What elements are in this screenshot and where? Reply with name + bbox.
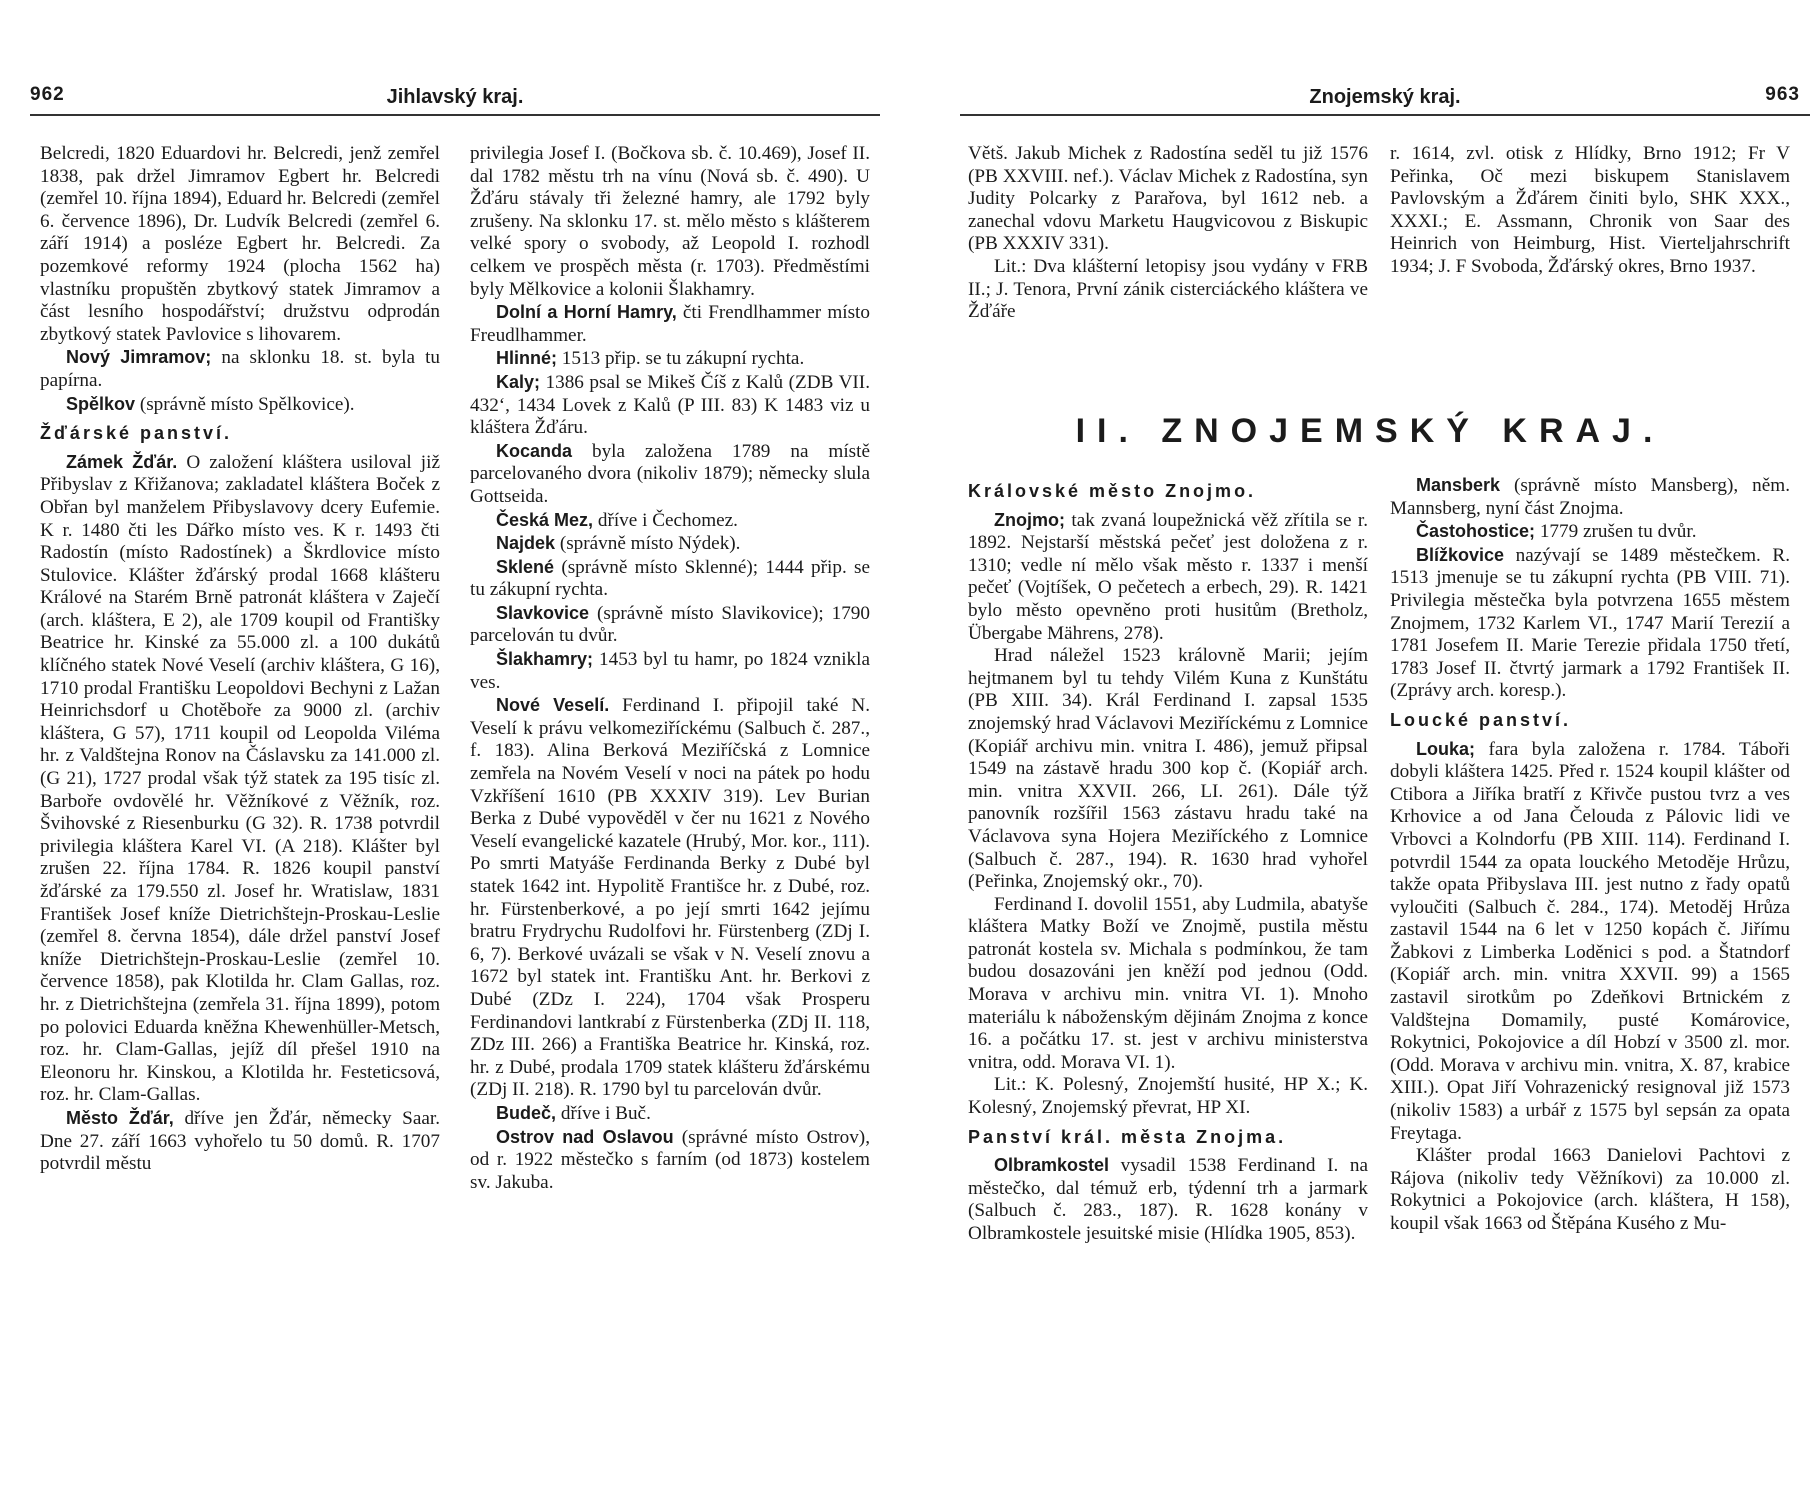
paragraph: [470, 694, 870, 1102]
paragraph: [968, 143, 1368, 256]
entry-text: 1453 byl tu hamr, po 1824 vznikla ves.: [470, 649, 870, 693]
paragraph: [1390, 143, 1790, 279]
paragraph: [40, 451, 440, 1107]
right-running-head: Znojemský kraj.: [1309, 86, 1461, 108]
entry-text: r. 1614, zvl. otisk z Hlídky, Brno 1912; Fr V Peřinka, Oč mezi biskupem Stanislavem Pavlovským a Žďárem činiti bylo, SHK XXX., XXXI.; E. Assmann, Chronik von Saar des Heinrich von Heimburg, Hist. Vierteljahrschrift 1934; J. F Svoboda, Žďárský okres, Brno 1937.: [1390, 143, 1790, 277]
paragraph: [1390, 474, 1790, 520]
right-top-column-2: [1390, 143, 1790, 279]
paragraph: [1390, 544, 1790, 703]
section-heading: Loucké panství.: [1390, 709, 1572, 730]
entry-text: dříve jen Žďár, německy Saar. Dne 27. září 1663 vyhořelo tu 50 domů. R. 1707 potvrdil městu: [40, 1107, 440, 1175]
right-column-2: [1390, 474, 1790, 1236]
entry-keyword: Olbramkostel: [994, 1155, 1110, 1176]
paragraph: [470, 440, 870, 509]
entry-keyword: Kaly;: [496, 371, 541, 392]
paragraph: [40, 393, 440, 417]
entry-keyword: Hlinné;: [496, 348, 557, 369]
paragraph: [470, 602, 870, 648]
paragraph: [968, 1074, 1368, 1119]
entry-text: fara byla založena r. 1784. Táboři dobyli kláštera 1425. Před r. 1524 koupil klášter od Ctibora a Jiříka bratří z Křivče pustou tvrz a ves Krhovice a od Jana Čelouda z Pálovic lidi ve Vrbovci a Kolndorfu (PB XIII. 114). Ferdinand I. potvrdil 1544 za opata louckého Metoděje Hrůzu, takže opata Přibyslava III. jest nutno z řady opatů vyloučiti (Salbuch č. 284., 174). Metoděj Hrůza zastavil 1544 na 6 let v 1250 kopách č. Jiřímu Žabkovi z Limberka Loděnici s pod. a Štatndorf (Kopiář arch. min. vnitra XXVII. 99) a 1565 zastavil sirotkům po Zdeňkovi Brtnickém z Valdštejna Domamily, pusté Komárovice, Rokytnici, Pokojovice a díl Hobzí v 3500 zl. mor. (Odd. Morava v archivu min. vnitra, X. 87, krabice XIII.). Opat Jiří Vohrazenický resignoval již 1573 (nikoliv 1583) a urbář z 1575 byl sepsán za opata Freytaga.: [1390, 738, 1790, 1144]
entry-text: vysadil 1538 Ferdinand I. na městečko, dal témuž erb, týdenní trh a jarmark (Salbuch č. 283., 187). R. 1628 konány v Olbramkostele jesuitské misie (Hlídka 1905, 853).: [968, 1155, 1368, 1244]
entry-text: tak zvaná loupežnická věž zřítila se r. 1892. Nejstarší městská pečeť jest doložena z r. 1310; vedle ní mělo však město r. 1337 i menší pečeť (Vojtíšek, O pečetech a erbech, 29). R. 1421 bylo město opevněno proti husitům (Bretholz, Übergabe Mährens, 278).: [968, 509, 1368, 644]
entry-keyword: Sklené: [496, 556, 555, 577]
entry-text: dříve i Čechomez.: [593, 509, 738, 531]
entry-keyword: Najdek: [496, 533, 556, 554]
entry-keyword: Nové Veselí.: [496, 695, 610, 716]
right-page: [930, 0, 1810, 1500]
entry-keyword: Dolní a Horní Hamry,: [496, 302, 677, 323]
left-page: [0, 0, 880, 1500]
entry-text: (správně místo Mansberg), něm. Mannsberg, nyní část Znojma.: [1390, 475, 1790, 519]
paragraph: [40, 346, 440, 392]
paragraph: [968, 645, 1368, 894]
entry-text: privilegia Josef I. (Bočkova sb. č. 10.469), Josef II. dal 1782 městu trh na vínu (Nová sb. č. 490). U Žďáru stávaly tři železné hamry, ale 1792 byly zrušeny. Na sklonku 17. st. mělo město s klášterem velké spory o svobody, až Leopold I. rozhodl celkem ve prospěch města (r. 1703). Předměstími byly Mělkovice a kolonii Šlakhamry.: [470, 143, 870, 300]
entry-text: (správně místo Nýdek).: [555, 533, 741, 555]
paragraph: [470, 509, 870, 533]
paragraph: [470, 532, 870, 556]
paragraph: [470, 1102, 870, 1126]
entry-text: byla založena 1789 na místě parcelovaného dvora (nikoliv 1879); německy slula Gottseida.: [470, 440, 870, 507]
left-page-number: 962: [30, 84, 65, 105]
entry-text: Ferdinand I. připojil také N. Veselí k právu velkomeziříckému (Salbuch č. 287., f. 183). Alina Berková Meziříčská z Lomnice zemřela na Novém Veselí v noci na pátek po hodu Vzkříšení 1610 (PB XXXIV 319). Lev Burian Berka z Dubé vypověděl v čer nu 1621 z Nového Veselí evangelické kazatele (Hrubý, Mor. kor., 111). Po smrti Matyáše Ferdinanda Berky z Dubé byl statek 1642 int. Hypolitě Františce hr. z Dubé, roz. hr. Fürstenberkové, a po její smrti 1642 jejímu bratru Frydrychu Rudolfovi hr. Fürstenberg (ZDj I. 6, 7). Berkové uvázali se však v N. Veselí znovu a 1672 byl statek int. Františku Ant. hr. Berkovi z Dubé (ZDz I. 224), 1704 však Prosperu Ferdinandovi lantkrabí z Fürstenberka (ZDj II. 118, ZDz III. 266) a Františka Beatrice hr. Kinská, roz. hr. z Dubé, prodala 1709 statek klášteru žďárskému (ZDj II. 218). R. 1790 byl tu parcelován dvůr.: [470, 695, 870, 1101]
entry-keyword: Louka;: [1416, 738, 1476, 759]
entry-keyword: Šlakhamry;: [496, 649, 594, 670]
entry-text: (správně místo Spělkovice).: [135, 393, 355, 415]
entry-text: dříve i Buč.: [556, 1102, 651, 1124]
entry-text: Ferdinand I. dovolil 1551, aby Ludmila, abatyše kláštera Matky Boží ve Znojmě, pustila městu patronát kostela sv. Michala s podmínkou, že tam budou dosazováni jen kněží pod jednou (Odd. Morava v archivu min. vnitra VI. 1). Mnoho materiálu k náboženským dějinám Znojma z konce 16. a počátku 17. st. jest v archivu ministerstva vnitra, odd. Morava VI. 1).: [968, 893, 1368, 1073]
entry-text: čti Frendlhammer místo Freudlhammer.: [470, 302, 870, 346]
paragraph: [968, 894, 1368, 1075]
paragraph: [1390, 520, 1790, 544]
entry-text: 1779 zrušen tu dvůr.: [1535, 521, 1697, 543]
entry-keyword: Znojmo;: [994, 509, 1065, 530]
paragraph: [40, 143, 440, 346]
entry-text: na sklonku 18. st. byla tu papírna.: [40, 347, 440, 391]
entry-keyword: Spělkov: [66, 393, 136, 414]
section-heading: Žďárské panství.: [40, 423, 232, 444]
right-running-header: [960, 80, 1810, 116]
entry-keyword: Blížkovice: [1416, 544, 1505, 565]
entry-keyword: Budeč,: [496, 1102, 557, 1123]
entry-keyword: Častohostice;: [1416, 521, 1536, 542]
paragraph: [1390, 1145, 1790, 1235]
left-column-2: [470, 143, 870, 1194]
left-running-head: Jihlavský kraj.: [386, 86, 524, 108]
right-top-column-1: [968, 143, 1368, 324]
left-column-1: [40, 143, 440, 1176]
paragraph: [968, 256, 1368, 324]
entry-text: Lit.: Dva klášterní letopisy jsou vydány v FRB II.; J. Tenora, První zánik cisterciáckého kláštera ve Žďáře: [968, 255, 1368, 323]
paragraph: [470, 648, 870, 694]
section-heading: Panství král. města Znojma.: [968, 1126, 1287, 1147]
entry-keyword: Mansberk: [1416, 475, 1501, 495]
entry-keyword: Slavkovice: [496, 602, 590, 623]
paragraph: [968, 1154, 1368, 1245]
paragraph: [470, 143, 870, 301]
paragraph: [470, 371, 870, 440]
paragraph: [40, 1107, 440, 1176]
entry-text: (správné místo Ostrov), od r. 1922 městečko s farním (od 1873) kostelem sv. Jakuba.: [470, 1126, 870, 1193]
entry-keyword: Ostrov nad Oslavou: [496, 1126, 674, 1147]
paragraph: [968, 509, 1368, 646]
paragraph: [1390, 738, 1790, 1146]
entry-keyword: Město Žďár,: [66, 1107, 174, 1128]
entry-text: nazývají se 1489 městečkem. R. 1513 jmenuje se tu zákupní rychta (PB VIII. 71). Privilegia městečka byla potvrzena 1655 městem Znojmem, 1732 Karlem VI., 1747 Marií Terezií a 1781 Josefem II. Marie Terezie přidala 1750 třetí, 1783 Josef II. čtvrtý jarmark a 1792 František II. (Zprávy arch. koresp.).: [1390, 544, 1790, 702]
entry-text: Hrad náležel 1523 královně Marii; jejím hejtmanem byl tu tehdy Vilém Kuna z Kunštátu (PB XIII. 34). Král Ferdinand I. zapsal 1535 znojemský hrad Václavovi Meziříckému z Lomnice (Kopiář archivu min. vnitra I. 486), jemuž připsal 1549 na zástavě hradu 300 kop č. (Kopiář arch. min. vnitra XXVII. 266, LI. 261). Dále týž panovník rozšířil 1563 zástavu hradu také na Václavova syna Hojera Meziříckého z Lomnice (Salbuch č. 287., 194). R. 1630 hrad vyhořel (Peřinka, Znojemský okr., 70).: [968, 645, 1368, 893]
entry-text: (správně místo Sklenné); 1444 přip. se tu zákupní rychta.: [470, 556, 870, 601]
left-running-header: [30, 80, 880, 116]
entry-text: Belcredi, 1820 Eduardovi hr. Belcredi, jenž zemřel 1838, pak držel Jimramov Egbert hr. Belcredi (zemřel 10. října 1894), Eduard hr. Belcredi (zemřel 6. července 1896), Dr. Ludvík Belcredi (zemřel 6. září 1914) a posléze Egbert hr. Belcredi. Za pozemkové reformy 1924 (plocha 1562 ha) vlastníku propuštěn zbytkový statek Jimramov a část lesního hospodářství; družstvu odprodán zbytkový statek Pavlovice s lihovarem.: [40, 143, 440, 345]
entry-keyword: Nový Jimramov;: [66, 347, 212, 368]
entry-text: Klášter prodal 1663 Danielovi Pachtovi z Rájova (nikoliv tedy Věžníkovi) za 10.000 zl. Rokytnici a Pokojovice (arch. kláštera, H 158), koupil však 1663 od Štěpána Kusého z Mu-: [1390, 1145, 1790, 1234]
paragraph: [470, 1126, 870, 1195]
paragraph: [470, 301, 870, 347]
right-column-1: [968, 474, 1368, 1246]
entry-text: Větš. Jakub Michek z Radostína seděl tu již 1576 (PB XXVIII. nef.). Václav Michek z Radostína, syn Judity Polcarky z Parařova, byl 1612 neb. a zanechal vdovu Marketu Haugvicovou z Biskupic (PB XXXIV 331).: [968, 143, 1368, 255]
paragraph: [470, 556, 870, 602]
paragraph: [470, 347, 870, 371]
entry-text: Lit.: K. Polesný, Znojemští husité, HP X.; K. Kolesný, Znojemský převrat, HP XI.: [968, 1074, 1368, 1119]
chapter-heading: II. ZNOJEMSKÝ KRAJ.: [1075, 412, 1665, 450]
entry-keyword: Zámek Žďár.: [66, 451, 178, 472]
entry-text: O založení kláštera usiloval již Přibyslav z Křižanova; zakladatel kláštera Boček z Obřan byl manželem Přibyslavovy dcery Eufemie. K r. 1480 čti les Dářko místo ves. K r. 1493 čti Radostín (místo Radostínek) a Škrdlovice místo Stulovice. Klášter žďárský prodal 1668 klášteru Králové na Starém Brně patronát kláštera v Zaječí (arch. kláštera, E 2), ale 1709 koupil od Františky Beatrice hr. Kinské za 55.000 zl. a 100 dukátů klíčného statek Nové Veselí (archiv kláštera, G 16), 1710 prodal Františku Leopoldovi Bechyni z Lažan Heinrichsdorf u Chotěboře za 9000 zl. (archiv kláštera, G 57), 1711 koupil od Leopolda Viléma hr. z Valdštejna Ronov na Čáslavsku za 141.000 zl. (G 21), 1727 prodal však týž statek za 195 tisíc zl. Barboře ovdovělé hr. Věžníkové z Věžník, roz. Švihovské z Riesenburku (G 32). R. 1738 potvrdil privilegia kláštera Karel VI. (A 218). Klášter byl zrušen 22. října 1784. R. 1826 koupil panství žďárské za 179.550 zl. Josef hr. Wratislaw, 1831 František Josef kníže Dietrichštejn-Proskau-Leslie (zemřel 8. června 1854), dále držel panství Josef kníže Dietrichštejn-Proskau-Leslie (zemřel 10. července 1858), pak Klotilda hr. Clam Gallas, roz. hr. z Dietrichštejna (zemřela 31. října 1899), potom po polovici Eduarda kněžna Khewenhüller-Metsch, roz. hr. Clam-Gallas, jejíž díl přešel 1910 na Eleonoru hr. Kinskou, a Klotilda hr. Festeticsová, roz. hr. Clam-Gallas.: [40, 451, 440, 1106]
entry-text: 1386 psal se Mikeš Číš z Kalů (ZDB VII. 432‘, 1434 Lovek z Kalů (P III. 83) K 1483 viz u kláštera Žďáru.: [470, 371, 870, 439]
entry-text: 1513 přip. se tu zákupní rychta.: [557, 348, 805, 370]
section-heading: Královské město Znojmo.: [968, 481, 1257, 501]
entry-keyword: Kocanda: [496, 440, 573, 461]
entry-text: (správně místo Slavikovice); 1790 parcelován tu dvůr.: [470, 602, 870, 647]
entry-keyword: Česká Mez,: [496, 509, 594, 530]
right-page-number: 963: [1765, 84, 1800, 105]
